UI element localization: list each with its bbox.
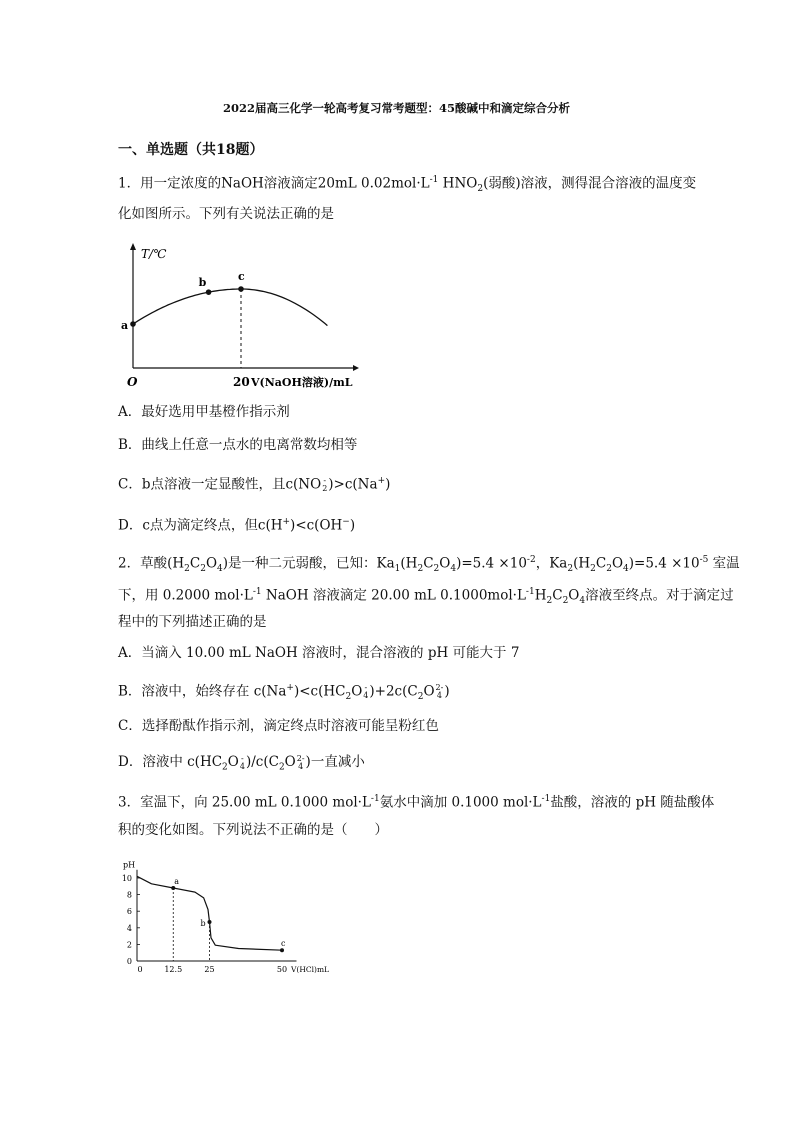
q1-temperature-chart (115, 238, 365, 388)
y-tick-label: 2 (126, 940, 132, 950)
y-tick-label: 10 (121, 874, 132, 883)
y-tick-label: 4 (126, 923, 132, 933)
section-heading: 一、单选题（共18题） (118, 142, 264, 158)
point-label-c: c (281, 939, 286, 949)
q2-option-a[interactable]: A．当滴入 10.00 mL NaOH 溶液时，混合溶液的 pH 可能大于 7 (118, 645, 520, 661)
y-tick-label: 0 (126, 957, 132, 966)
y-tick-label: 8 (126, 890, 132, 900)
x-axis-arrow (353, 365, 359, 371)
point-label-a: a (174, 876, 180, 886)
q1-stem-line2: 化如图所示。下列有关说法正确的是 (118, 206, 334, 222)
point-b (206, 289, 212, 295)
q2-stem-line2: 下，用 0.2000 $mol\cdot L^{-1}$ NaOH 溶液滴定 20.00 mL $0.1000mol\cdot L^{-1}H_2C_2O_4$溶液至终点。对于滴定过 (118, 587, 734, 607)
q1-option-a[interactable]: A．最好选用甲基橙作指示剂 (118, 404, 290, 420)
x-tick-label: 12.5 (164, 965, 183, 974)
q1-option-c[interactable]: C．b点溶液一定显酸性，且c(NO - 2)>c(Na+) (118, 476, 391, 493)
origin-label: O (127, 375, 138, 388)
document-title: 2022届高三化学一轮高考复习常考题型：45酸碱中和滴定综合分析 (222, 101, 570, 115)
point-a (130, 321, 136, 327)
q3-ph-titration-chart (115, 850, 345, 980)
x-tick-label: 50 (276, 965, 288, 974)
point-label-b: b (198, 276, 207, 290)
q2-option-b[interactable]: B．溶液中，始终存在 $c(Na^+)<c(HC_2O$ - $4)+2c(C_2O2-$ 4 ) (118, 683, 450, 703)
y-axis-arrow (130, 243, 136, 250)
temperature-curve (133, 289, 327, 326)
point-label-a: a (121, 319, 129, 332)
x-tick-label: 20 (233, 375, 250, 388)
point-b (208, 920, 212, 924)
y-axis-label: T/℃ (141, 247, 167, 261)
x-axis-label: V(HCl)mL (291, 965, 330, 974)
point-label-c: c (238, 270, 245, 283)
q3-stem-line2: 积的变化如图。下列说法不正确的是（ ） (118, 822, 388, 838)
x-tick-label: 25 (204, 965, 215, 974)
q2-stem-line1: 2．草酸$(H_2C_2O_4)$是一种二元弱酸，已知：$Ka_1(H_2C_2O_4)=5.4 \times 10^{-2}$，$Ka_2(H_2C_2O_4)=5.4 \times 10^{-5}$ 室温 (118, 555, 740, 575)
q2-stem-line3: 程中的下列描述正确的是 (118, 614, 267, 630)
point-label-b: b (200, 918, 206, 928)
q2-option-c[interactable]: C．选择酚酞作指示剂，滴定终点时溶液可能呈粉红色 (118, 718, 439, 734)
point-c (238, 286, 244, 292)
q1-stem-line1: 1．用一定浓度的NaOH溶液滴定20mL $0.02mol\cdot L^{-1}$ $HNO_2$(弱酸)溶液，测得混合溶液的温度变 (118, 175, 697, 195)
q2-option-d[interactable]: D．溶液中 $c(HC_2O$ - $4)/c(C_2O2-$ 4 )一直减小 (118, 753, 365, 773)
point-c (280, 948, 284, 952)
q1-option-b[interactable]: B．曲线上任意一点水的电离常数均相等 (118, 437, 358, 453)
y-tick-label: 6 (126, 907, 132, 917)
point-a (171, 886, 175, 890)
x-tick-label: 0 (137, 965, 143, 974)
q3-stem-line1: 3．室温下，向 25.00 mL 0.1000 $mol\cdot L^{-1}$氨水中滴加 0.1000 $mol\cdot L^{-1}$盐酸，溶液的 pH 随盐酸体 (118, 794, 715, 811)
x-axis-label: V(NaOH溶液)/mL (251, 376, 353, 388)
q1-option-d[interactable]: D．c点为滴定终点，但c(H+)<c(OH−) (118, 517, 356, 534)
y-axis-label: pH (123, 860, 136, 870)
